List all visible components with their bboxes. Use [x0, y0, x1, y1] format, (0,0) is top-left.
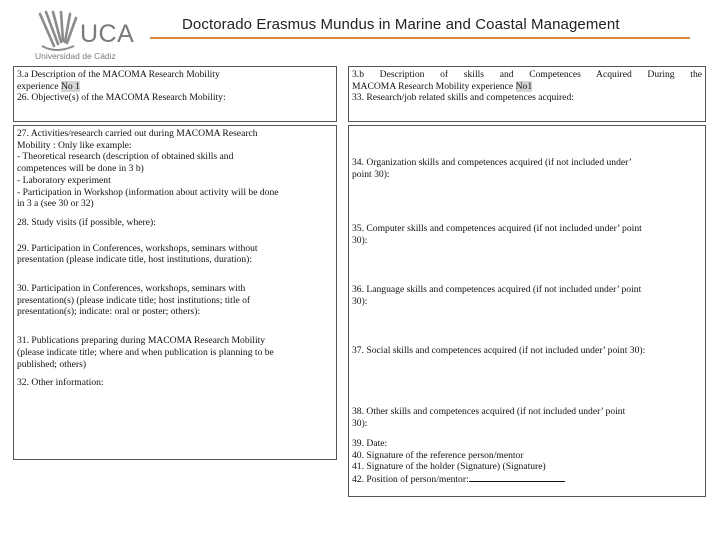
section-3a-items-box [13, 125, 337, 460]
section-3b-title: 3.b Description of skills and Competences Acquired During the [352, 69, 702, 80]
item-26: 26. Objective(s) of the MACOMA Research Mobility: [17, 92, 226, 104]
item-32: 32. Other information: [17, 377, 104, 389]
item-30: 30. Participation in Conferences, workshops, seminars with presentation(s) (please indicate title; host institutions; title of presentation(s); indicate: oral or poster; others): [17, 283, 251, 318]
item-33: 33. Research/job related skills and competences acquired: [352, 92, 574, 104]
item-42: 42. Position of person/mentor: [352, 473, 702, 486]
logo-text: UCA [80, 20, 135, 48]
item-31: 31. Publications preparing during MACOMA Research Mobility (please indicate title; where and when publication is planning to be published; others) [17, 335, 274, 370]
item-27: 27. Activities/research carried out during MACOMA Research Mobility : Only like example: - Theoretical research (description of obtained skills and competences will be done in 3 b) - Laboratory experiment - Participation in Workshop (information about activity will be done in 3 a (see 30 or 32) [17, 128, 279, 210]
signature-line [469, 473, 565, 482]
item-36: 36. Language skills and competences acquired (if not included under’ point 30): [352, 284, 642, 307]
experience-number-highlight: No1 [515, 80, 533, 92]
signature-block [349, 438, 705, 486]
item-35: 35. Computer skills and competences acquired (if not included under’ point 30): [352, 223, 642, 246]
header-divider [150, 37, 690, 39]
section-3a-header-box: 3.a Description of the MACOMA Research Mobility experience No 1 26. Objective(s) of the MACOMA Research Mobility: [13, 66, 337, 122]
section-3b-header-box: 3.b Description of skills and Competences Acquired During the MACOMA Research Mobility experience No1 33. Research/job related skills and competences acquired: [348, 66, 706, 122]
section-3b-items-box [348, 125, 706, 497]
item-40: 40. Signature of the reference person/mentor [352, 449, 524, 461]
item-29: 29. Participation in Conferences, workshops, seminars without presentation (please indicate title, host institutions, duration): [17, 242, 258, 266]
page-title: Doctorado Erasmus Mundus in Marine and Coastal Management [182, 16, 620, 33]
item-41: 41. Signature of the holder (Signature) (Signature) [352, 461, 546, 473]
item-38: 38. Other skills and competences acquired (if not included under’ point 30): [352, 406, 626, 429]
section-3a-title: 3.a Description of the MACOMA Research Mobility [17, 69, 220, 80]
university-name: Universidad de Cádiz [35, 51, 116, 61]
item-34: 34. Organization skills and competences acquired (if not included under’ point 30): [352, 157, 632, 180]
experience-number-highlight: No 1 [60, 80, 80, 92]
item-39: 39. Date: [352, 438, 388, 449]
uca-logo [34, 8, 154, 66]
item-37: 37. Social skills and competences acquired (if not included under’ point 30): [352, 345, 646, 356]
item-28: 28. Study visits (if possible, where): [17, 216, 156, 228]
